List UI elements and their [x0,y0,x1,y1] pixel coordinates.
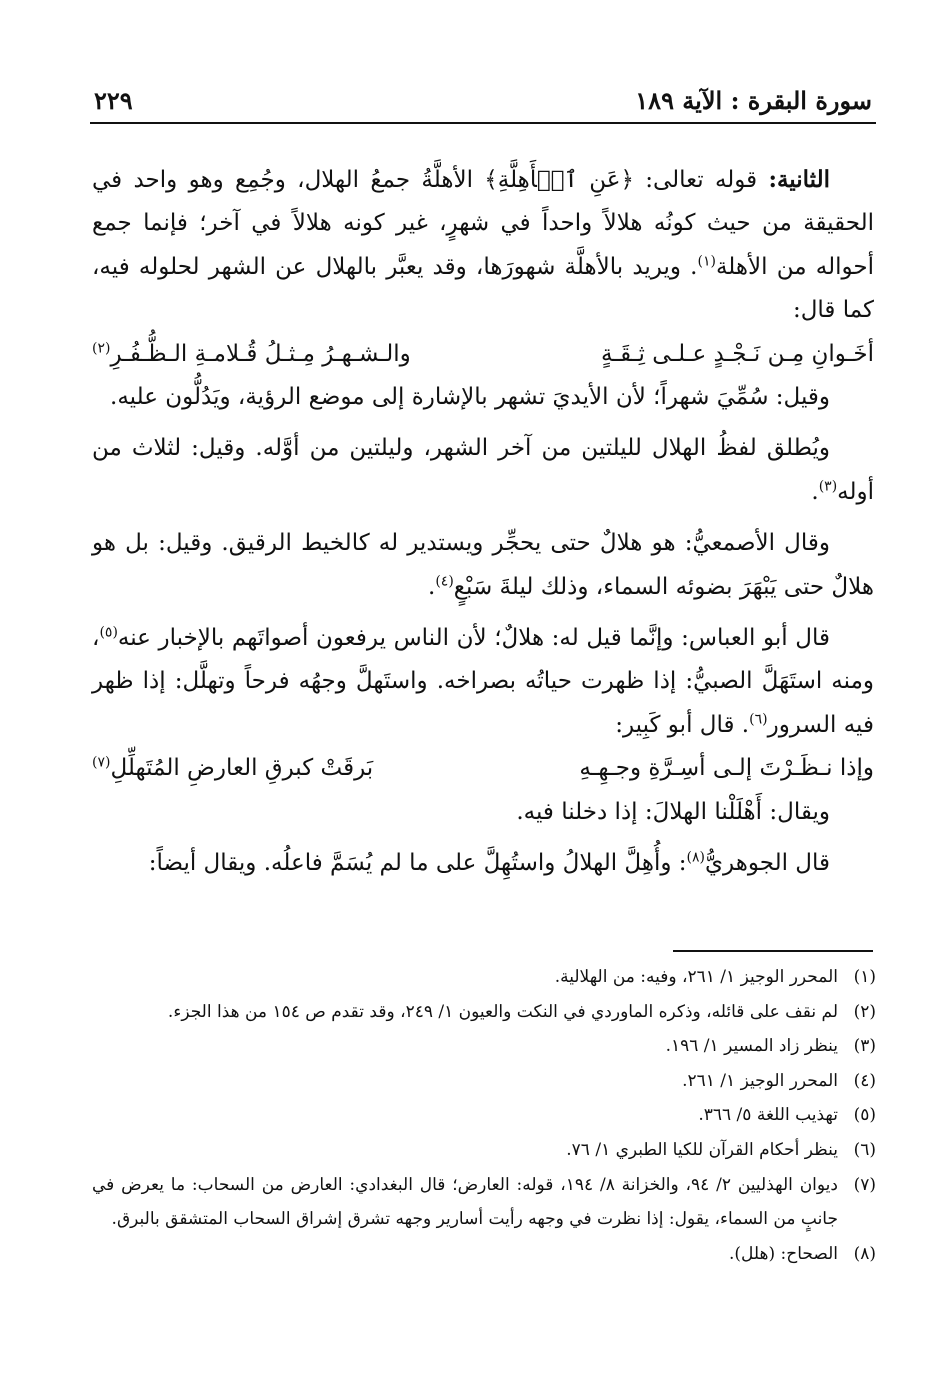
footnote-text: ينظر أحكام القرآن للكيا الطبري ١/ ٧٦. [566,1139,838,1160]
footnote-ref: (٦) [749,711,768,728]
paragraph-2: وقيل: سُمِّيَ شهراً؛ لأن الأيديَ تشهر بالإشارة إلى موضع الرؤية، ويَدُلُّون عليه. [110,384,830,411]
footnote-text: الصحاح: (هلل). [728,1243,838,1264]
footnote-6 [92,1133,876,1168]
footnote-number: (٣) [853,1036,876,1057]
paragraph-3: ويُطلق لفظُ الهلال لليلتين من آخر الشهر، وليلتين من أوَّله. وقيل: لثلاث من أوله$^{(٣)}$. [92,435,874,505]
paragraph-7: قال الجوهريُّ$^{(٨)}$: وأُهِلَّ الهلالُ واستُهِلَّ على ما لم يُسَمَّ فاعلُه. ويقال أيضاً: [148,849,830,877]
footnote-ref: (٨) [686,849,706,866]
footnote-ref: (٣) [818,478,838,495]
paragraph-lead: الثانية: [768,166,830,193]
footnote-8 [92,1237,876,1272]
verse-hemistich-first: وإذا نـظَـرْتَ إلـى أسِـرَّةِ وجـهِـهِ [579,755,874,782]
footnote-text: لم نقف على قائله، وذكره الماوردي في النكت والعيون ١/ ٢٤٩، وقد تقدم ص ١٥٤ من هذا الجزء. [167,1001,838,1022]
main-text [92,158,874,886]
paragraph-1: الثانية: قوله تعالى: ﴿عَنِ ٱلۡأَهِلَّةِ﴾ الأهلَّةُ جمعُ الهلال، وجُمِع وهو واحد في الحقيقة من حيث كونُه هلالاً واحداً في شهرٍ، غير كونه هلالاً في آخر؛ فإنما جمع أحواله من الأهلة$^{(١)}$. ويريد بالأهلَّة شهورَها، وقد يعبَّر بالهلال عن الشهر لحلوله فيه، كما قال: [92,166,874,324]
page-number: ٢٢٩ [94,86,133,115]
footnote-3 [92,1029,876,1064]
paragraph-5: قال أبو العباس: وإنَّما قيل له: هلالٌ؛ لأن الناس يرفعون أصواتَهم بالإخبار عنه$^{(٥)}$، ومنه استَهَلَّ الصبيُّ: إذا ظهرت حياتُه بصراخه. واستَهلَّ وجهُه فرحاً وتهلَّل: إذا ظهر فيه السرور$^{(٦)}$. قال أبو كَبِير: [92,624,874,738]
footnote-7 [92,1168,876,1237]
footnote-ref: (٢) [92,339,111,356]
footnote-number: (٨) [853,1243,876,1264]
footnote-text: تهذيب اللغة ٥/ ٣٦٦. [698,1105,838,1126]
running-header [90,82,876,124]
footnote-text: المحرر الوجيز ١/ ٢٦١، وفيه: من الهلالية. [554,967,838,987]
footnote-5 [92,1098,876,1133]
verse-hemistich-first: أخَـوانِ مِـن نَـجْـدٍ عـلـى ثِـقَـةٍ [601,340,874,367]
footnote-4 [92,1064,876,1099]
footnote-text: ديوان الهذليين ٢/ ٩٤، والخزانة ٨/ ١٩٤، قوله: العارض؛ قال البغدادي: العارض من السحاب: ما يعرض في جانبٍ من السماء، يقول: إذا نظرت في وجهه رأيت أسارير وجهه تشرق إشراق السحاب المتشقق بالبرق. [92,1174,838,1230]
footnote-2 [92,995,876,1030]
surah-title: سورة البقرة : الآية ١٨٩ [635,86,872,115]
footnote-text: ينظر زاد المسير ١/ ١٩٦. [665,1036,838,1057]
verse-hemistich-second: بَرقَتْ كبرقِ العارضِ المُتَهلِّلِ$^{(٧)}$ [92,754,374,782]
footnote-number: (٧) [853,1174,876,1195]
paragraph-4: وقال الأصمعيُّ: هو هلالٌ حتى يحجِّر ويستدير له كالخيط الرقيق. وقيل: بل هو هلالٌ حتى يَبْهَرَ بضوئه السماء، وذلك ليلةَ سَبْعٍ$^{(٤)}$. [92,530,874,600]
paragraph-6: ويقال: أَهْلَلْنا الهلالَ: إذا دخلنا فيه. [516,798,830,825]
footnote-1 [92,960,876,995]
footnote-number: (١) [853,967,876,987]
footnote-ref: (٧) [92,754,111,771]
footnote-number: (٥) [853,1105,876,1126]
footnote-divider [673,950,873,952]
footnote-ref: (٤) [435,573,454,589]
footnote-number: (٢) [853,1001,876,1022]
footnote-text: المحرر الوجيز ١/ ٢٦١. [682,1070,838,1091]
footnote-ref: (١) [697,253,716,270]
footnote-number: (٤) [853,1070,876,1091]
verse-line-2 [92,747,874,790]
footnote-ref: (٥) [99,624,118,641]
verse-hemistich-second: والـشـهـرُ مِـثـلُ قُـلامـةِ الـظُّـفُـرِ$^{(٢)}$ [92,339,411,367]
footnote-number: (٦) [853,1139,876,1160]
verse-line-1 [92,333,874,376]
footnotes [92,960,876,1271]
